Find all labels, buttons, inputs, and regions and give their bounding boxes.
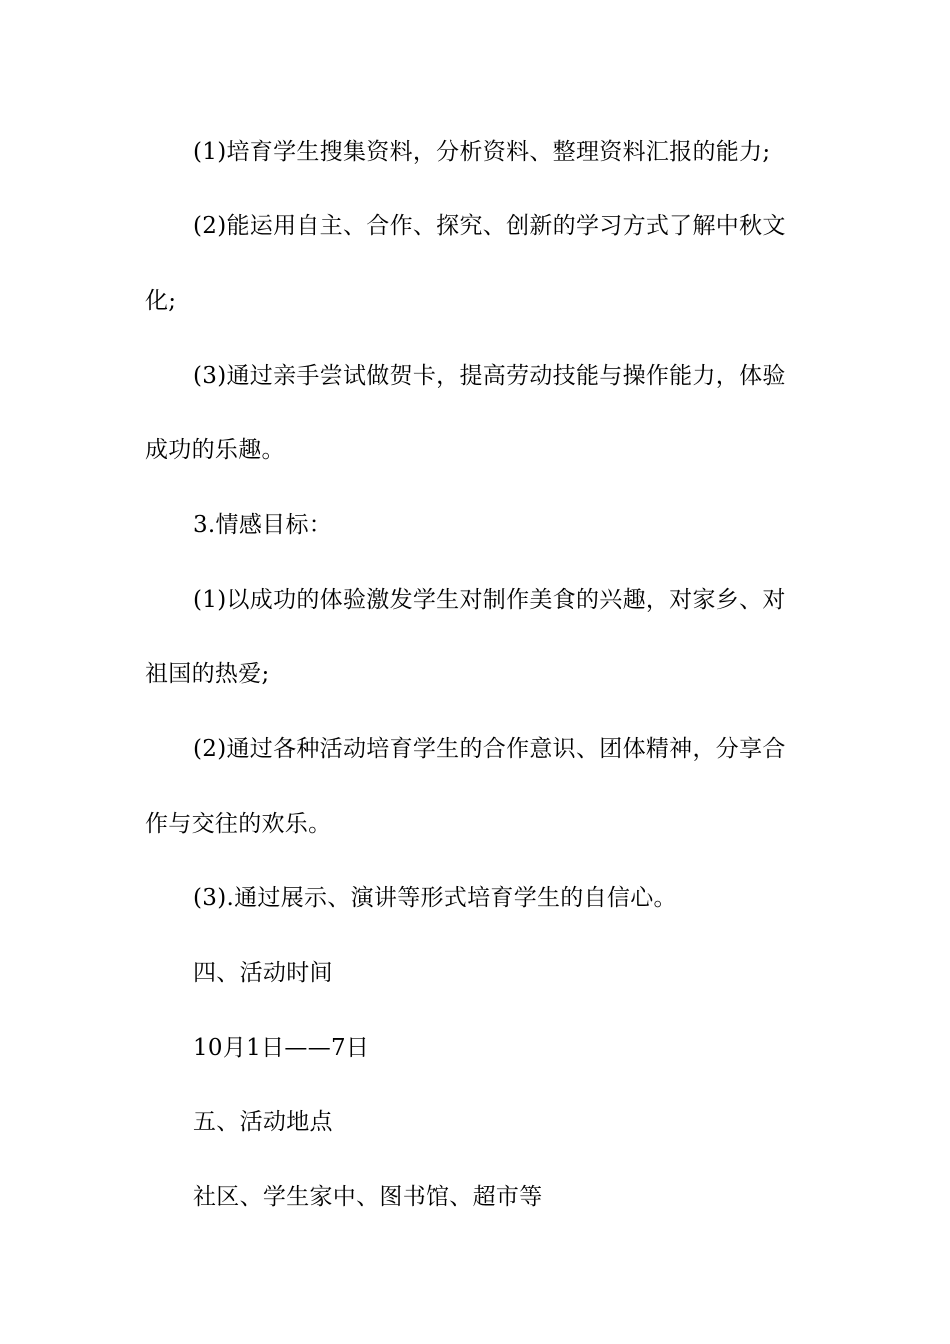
paragraph-skill-3-continued: 成功的乐趣。 [145,437,285,463]
paragraph-skill-1: (1)培育学生搜集资料，分析资料、整理资料汇报的能力; [193,139,771,165]
heading-activity-time: 四、活动时间 [193,960,333,986]
paragraph-emotion-2-continued: 作与交往的欢乐。 [145,811,332,837]
paragraph-emotion-3: (3).通过展示、演讲等形式培育学生的自信心。 [193,885,677,911]
paragraph-skill-2-continued: 化; [145,288,177,314]
paragraph-emotion-2: (2)通过各种活动培育学生的合作意识、团体精神，分享合 [193,736,786,762]
paragraph-skill-2: (2)能运用自主、合作、探究、创新的学习方式了解中秋文 [193,213,786,239]
paragraph-emotion-1-continued: 祖国的热爱; [145,661,270,687]
activity-location-value: 社区、学生家中、图书馆、超市等 [193,1184,543,1210]
heading-activity-location: 五、活动地点 [193,1109,333,1135]
paragraph-emotion-1: (1)以成功的体验激发学生对制作美食的兴趣，对家乡、对 [193,587,786,613]
activity-time-value: 10月1日——7日 [193,1035,370,1061]
paragraph-skill-3: (3)通过亲手尝试做贺卡，提高劳动技能与操作能力，体验 [193,363,786,389]
heading-emotional-goals: 3.情感目标： [193,512,333,538]
